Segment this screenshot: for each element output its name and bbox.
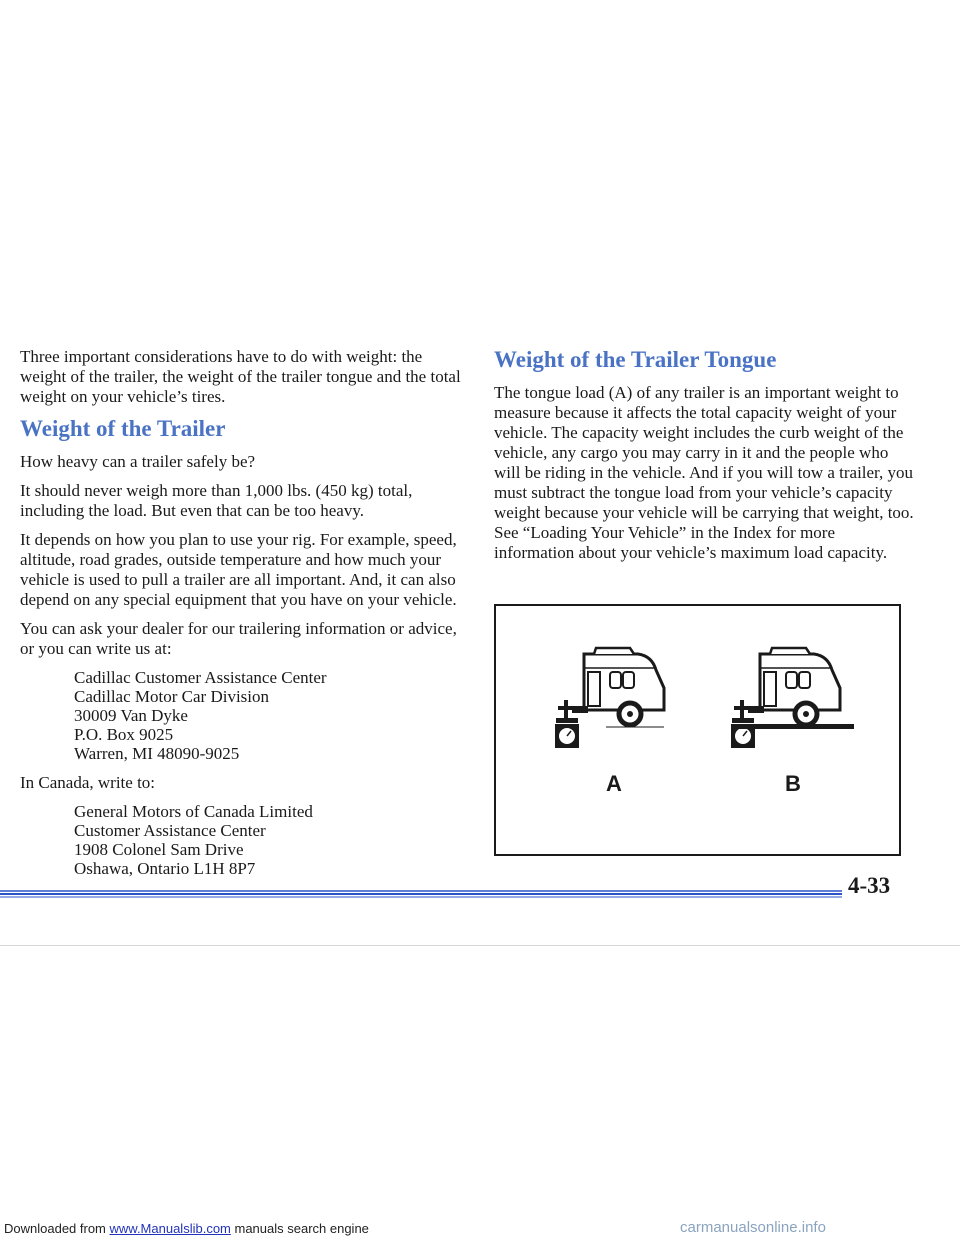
address-line: Customer Assistance Center [74,821,266,840]
heading-weight-of-trailer-tongue: Weight of the Trailer Tongue [494,347,777,372]
paragraph-depends: It depends on how you plan to use your rig. For example, speed, altitude, road grades, outside temperature and how much your vehicle is used to pull a trailer are all important. And, it can also depend on any special equipment that you have on your vehicle. [20,530,457,609]
address-line: Cadillac Customer Assistance Center [74,668,327,687]
trailer-illustration [496,606,899,854]
manualslib-link[interactable]: www.Manualslib.com [109,1221,231,1236]
address-line: Warren, MI 48090-9025 [74,744,240,763]
paragraph-tongue-load: The tongue load (A) of any trailer is an important weight to measure because it affects the total capacity weight of your vehicle. The capacity weight includes the curb weight of the vehicle, any cargo you may carry in it and the people who will be riding in the vehicle. And if you will tow a trailer, you must subtract the tongue load from your vehicle’s capacity weight because your vehicle will be carrying that weight, too. See “Loading Your Vehicle” in the Index for more information about your vehicle’s maximum load capacity. [494,383,914,562]
footer-suffix: manuals search engine [230,1221,369,1236]
address-line: Oshawa, Ontario L1H 8P7 [74,859,256,878]
download-footer [4,1221,369,1236]
trailer-tongue-figure [494,604,901,856]
paragraph-how-heavy: How heavy can a trailer safely be? [20,452,256,471]
paragraph-ask-dealer: You can ask your dealer for our trailering information or advice, or you can write us at: [20,619,457,658]
address-line: 1908 Colonel Sam Drive [74,840,244,859]
trailer-b-icon [731,648,854,748]
figure-label-a: A [606,771,622,796]
left-column [20,347,470,888]
footer-prefix: Downloaded from [4,1221,110,1236]
heading-weight-of-trailer: Weight of the Trailer [20,416,226,441]
watermark-text: carmanualsonline.info [680,1219,826,1236]
address-canada [74,802,470,878]
address-line: 30009 Van Dyke [74,706,188,725]
figure-label-b: B [785,771,801,796]
paragraph-canada: In Canada, write to: [20,773,156,792]
page-number: 4-33 [848,873,891,898]
divider [0,945,960,946]
right-column [494,347,914,572]
address-line: Cadillac Motor Car Division [74,687,270,706]
trailer-a-icon [555,648,664,748]
paragraph-never-weigh: It should never weigh more than 1,000 lbs. (450 kg) total, including the load. But even that can be too heavy. [20,481,413,520]
address-line: P.O. Box 9025 [74,725,174,744]
intro-paragraph: Three important considerations have to do with weight: the weight of the trailer, the weight of the trailer tongue and the total weight on your vehicle’s tires. [20,347,461,406]
address-line: General Motors of Canada Limited [74,802,313,821]
address-us [74,668,470,763]
page-rule [0,890,960,898]
